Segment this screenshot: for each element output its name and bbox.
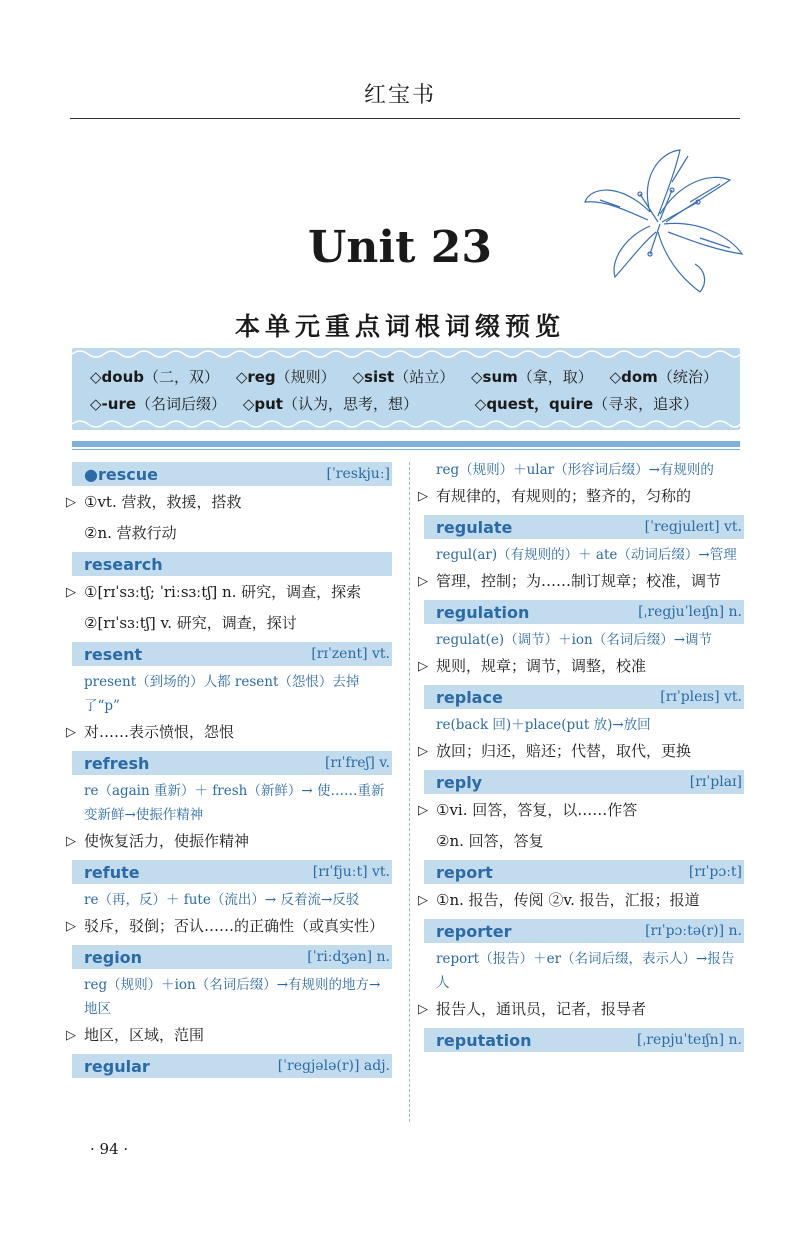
section-separator <box>72 441 740 447</box>
pronunciation: [ˈregjələ(r)] adj. <box>277 1058 390 1074</box>
definition: ▷ 使恢复活力，使振作精神 <box>66 832 250 850</box>
entry-header-reply <box>424 770 744 794</box>
root-item: ◇put（认为，思考，想） <box>242 395 418 413</box>
pronunciation: [rɪˈpleɪs] vt. <box>660 689 742 705</box>
headword: regulation <box>436 602 530 622</box>
decorative-border-bottom <box>72 418 740 430</box>
etymology: reg（规则）＋ular（形容词后缀）→有规则的 <box>436 462 714 478</box>
entry-header-rescue <box>72 462 392 486</box>
pronunciation: [rɪˈplaɪ] <box>689 774 742 790</box>
etymology: regulat(e)（调节）＋ion（名词后缀）→调节 <box>436 632 713 648</box>
etymology: regul(ar)（有规则的）＋ ate（动词后缀）→管理 <box>436 547 737 563</box>
definition: ▷ ①vt. 营救，救援，搭救 <box>66 493 242 511</box>
unit-title: Unit 23 <box>308 222 492 273</box>
column-divider <box>409 462 410 1122</box>
definition: ▷ 有规律的，有规则的；整齐的，匀称的 <box>418 487 692 505</box>
definition: ▷ ①vi. 回答，答复，以……作答 <box>418 801 638 819</box>
headword: refute <box>84 862 140 882</box>
root-item: ◇quest，quire（寻求，追求） <box>474 395 699 413</box>
headword: refresh <box>84 753 150 773</box>
entry-header-regulation <box>424 600 744 624</box>
entry-header-refresh <box>72 751 392 775</box>
root-item: ◇sum（拿，取） <box>470 368 593 386</box>
entry-header-refute <box>72 860 392 884</box>
headword: reply <box>436 772 483 792</box>
roots-line-2 <box>90 393 730 414</box>
header-rule <box>70 118 740 119</box>
definition: ▷ 地区，区域，范围 <box>66 1026 205 1044</box>
headword: regulate <box>436 517 513 537</box>
root-item: ◇sist（站立） <box>352 368 455 386</box>
right-column <box>418 462 744 1056</box>
pronunciation: [rɪˈpɔːt] <box>688 864 742 880</box>
roots-line-1 <box>90 366 730 387</box>
entry-header-region <box>72 945 392 969</box>
root-item: ◇doub（二，双） <box>90 368 220 386</box>
headword: region <box>84 947 143 967</box>
headword: ●rescue <box>84 464 158 484</box>
left-column <box>66 462 392 1082</box>
pronunciation: [rɪˈzent] vt. <box>311 646 390 662</box>
definition: ▷ 对……表示愤恨，怨恨 <box>66 723 235 741</box>
root-item: ◇dom（统治） <box>609 368 718 386</box>
headword: reputation <box>436 1030 532 1050</box>
definition: ▷ 放回；归还，赔还；代替，取代，更换 <box>418 742 692 760</box>
entry-header-reporter <box>424 919 744 943</box>
definition-continued: ②n. 营救行动 <box>84 524 177 542</box>
definition: ▷ 报告人，通讯员，记者，报导者 <box>418 1000 647 1018</box>
etymology: re(back 回)＋place(put 放)→放回 <box>436 717 651 733</box>
etymology: reg（规则）＋ion（名词后缀）→有规则的地方→地区 <box>84 977 381 1017</box>
pronunciation: [rɪˈpɔːtə(r)] n. <box>645 923 742 939</box>
definition: ▷ 管理，控制；为……制订规章；校准，调节 <box>418 572 722 590</box>
entry-header-regulate <box>424 515 744 539</box>
headword: research <box>84 554 163 574</box>
pronunciation: [rɪˈfjuːt] vt. <box>312 864 390 880</box>
pronunciation: [ˈriːdʒən] n. <box>307 949 390 965</box>
headword: resent <box>84 644 143 664</box>
pronunciation: [ˌregjuˈleɪʃn] n. <box>638 604 742 620</box>
definition: ▷ ①[rɪˈsɜːtʃ; ˈriːsɜːtʃ] n. 研究，调查，探索 <box>66 583 362 601</box>
pronunciation: [ˈreskjuː] <box>326 466 390 482</box>
headword: reporter <box>436 921 512 941</box>
section-subtitle: 本单元重点词根词缀预览 <box>234 312 565 341</box>
pronunciation: [ˌrepjuˈteɪʃn] n. <box>636 1032 742 1048</box>
running-header: 红宝书 <box>363 83 436 108</box>
definition: ▷ 规则，规章；调节，调整，校准 <box>418 657 647 675</box>
section-separator-thin <box>72 449 740 450</box>
entry-header-research <box>72 552 392 576</box>
headword: report <box>436 862 493 882</box>
pronunciation: [ˈregjuleɪt] vt. <box>644 519 742 535</box>
definition: ▷ ①n. 报告，传阅 ②v. 报告，汇报；报道 <box>418 891 700 909</box>
entry-header-resent <box>72 642 392 666</box>
etymology: re（再，反）＋ fute（流出）→ 反着流→反驳 <box>84 892 360 908</box>
root-item: ◇reg（规则） <box>235 368 336 386</box>
entry-header-reputation <box>424 1028 744 1052</box>
etymology: report（报告）＋er（名词后缀，表示人）→报告人 <box>436 951 735 991</box>
page-number: · 94 · <box>90 1140 129 1158</box>
definition-continued: ②[rɪˈsɜːtʃ] v. 研究，调查，探讨 <box>84 614 297 632</box>
etymology: re（again 重新）＋ fresh（新鲜）→ 使……重新变新鲜→使振作精神 <box>84 783 385 823</box>
headword: regular <box>84 1056 150 1076</box>
definition: ▷ 驳斥，驳倒；否认……的正确性（或真实性） <box>66 917 385 935</box>
entry-header-report <box>424 860 744 884</box>
headword: replace <box>436 687 503 707</box>
roots-preview-box <box>72 348 740 430</box>
definition-continued: ②n. 回答，答复 <box>436 832 544 850</box>
entry-header-replace <box>424 685 744 709</box>
entry-header-regular <box>72 1054 392 1078</box>
root-item: ◇-ure（名词后缀） <box>90 395 227 413</box>
etymology: present（到场的）人都 resent（怨恨）去掉了“p” <box>84 674 360 714</box>
pronunciation: [rɪˈfreʃ] v. <box>324 755 390 771</box>
decorative-border-top <box>72 348 740 360</box>
